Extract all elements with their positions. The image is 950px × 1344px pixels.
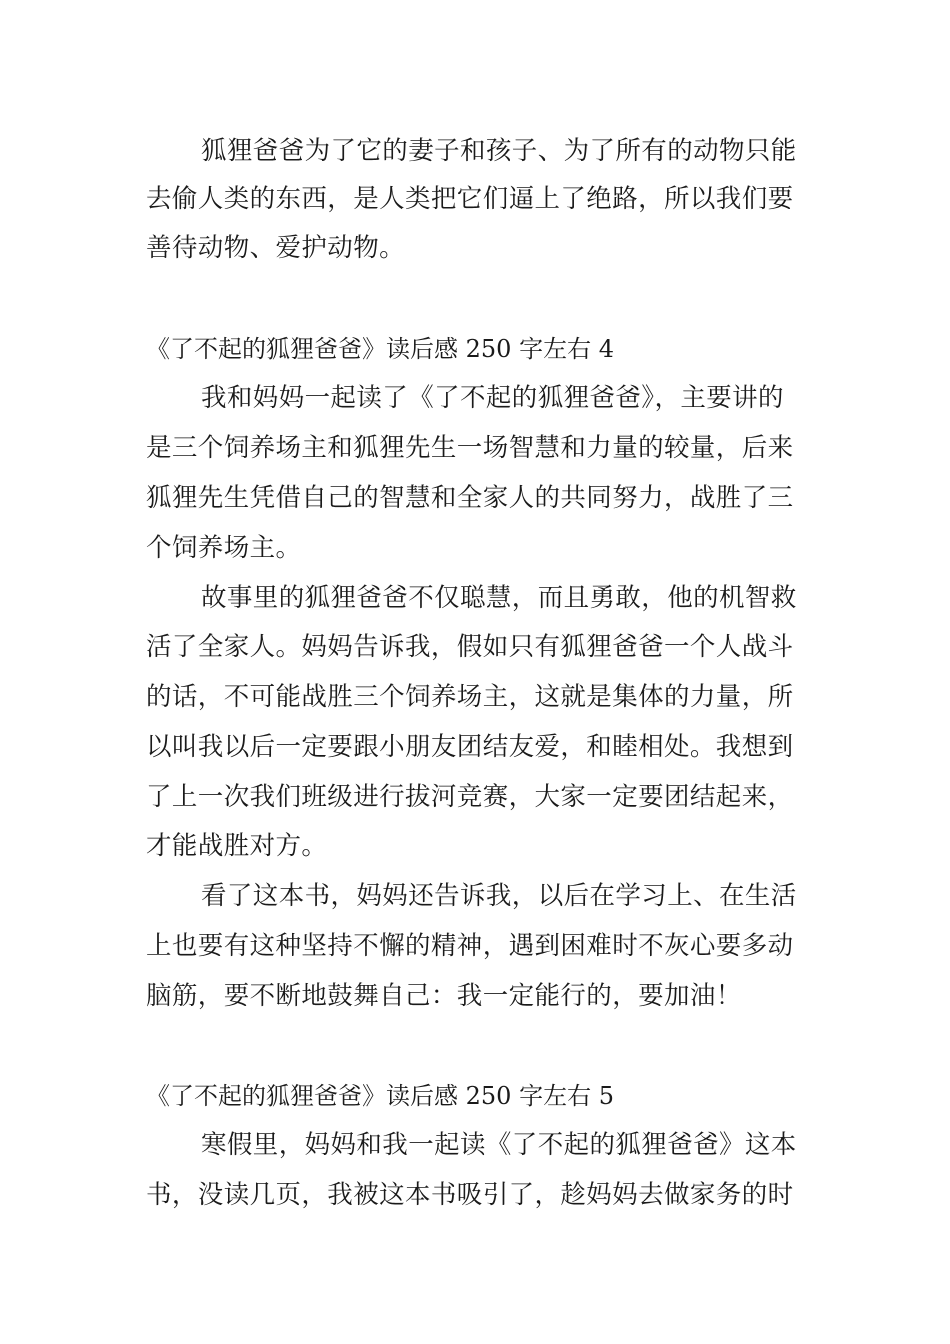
paragraph-line: 善待动物、爱护动物。: [146, 233, 406, 263]
section-heading: 《了不起的狐狸爸爸》读后感 250 字左右 5: [146, 1082, 614, 1110]
paragraph-line: 我和妈妈一起读了《了不起的狐狸爸爸》，主要讲的: [201, 383, 784, 413]
paragraph-line: 是三个饲养场主和狐狸先生一场智慧和力量的较量，后来: [146, 433, 794, 463]
paragraph-line: 才能战胜对方。: [146, 831, 328, 861]
paragraph-line: 去偷人类的东西，是人类把它们逼上了绝路，所以我们要: [146, 184, 794, 214]
paragraph-line: 的话，不可能战胜三个饲养场主，这就是集体的力量，所: [146, 682, 794, 712]
paragraph-line: 看了这本书，妈妈还告诉我，以后在学习上、在生活: [201, 881, 797, 911]
paragraph-line: 上也要有这种坚持不懈的精神，遇到困难时不灰心要多动: [146, 931, 794, 961]
paragraph-line: 个饲养场主。: [146, 533, 302, 563]
paragraph-line: 寒假里，妈妈和我一起读《了不起的狐狸爸爸》这本: [201, 1130, 797, 1160]
paragraph-line: 脑筋，要不断地鼓舞自己：我一定能行的，要加油！: [146, 981, 742, 1011]
paragraph-line: 活了全家人。妈妈告诉我，假如只有狐狸爸爸一个人战斗: [146, 632, 794, 662]
paragraph-line: 故事里的狐狸爸爸不仅聪慧，而且勇敢，他的机智救: [201, 583, 797, 613]
paragraph-line: 以叫我以后一定要跟小朋友团结友爱，和睦相处。我想到: [146, 732, 794, 762]
paragraph-line: 了上一次我们班级进行拔河竞赛，大家一定要团结起来，: [146, 782, 794, 812]
paragraph-line: 书，没读几页，我被这本书吸引了，趁妈妈去做家务的时: [146, 1180, 794, 1210]
section-heading: 《了不起的狐狸爸爸》读后感 250 字左右 4: [146, 335, 614, 363]
paragraph-line: 狐狸爸爸为了它的妻子和孩子、为了所有的动物只能: [201, 136, 797, 166]
paragraph-line: 狐狸先生凭借自己的智慧和全家人的共同努力，战胜了三: [146, 483, 794, 513]
